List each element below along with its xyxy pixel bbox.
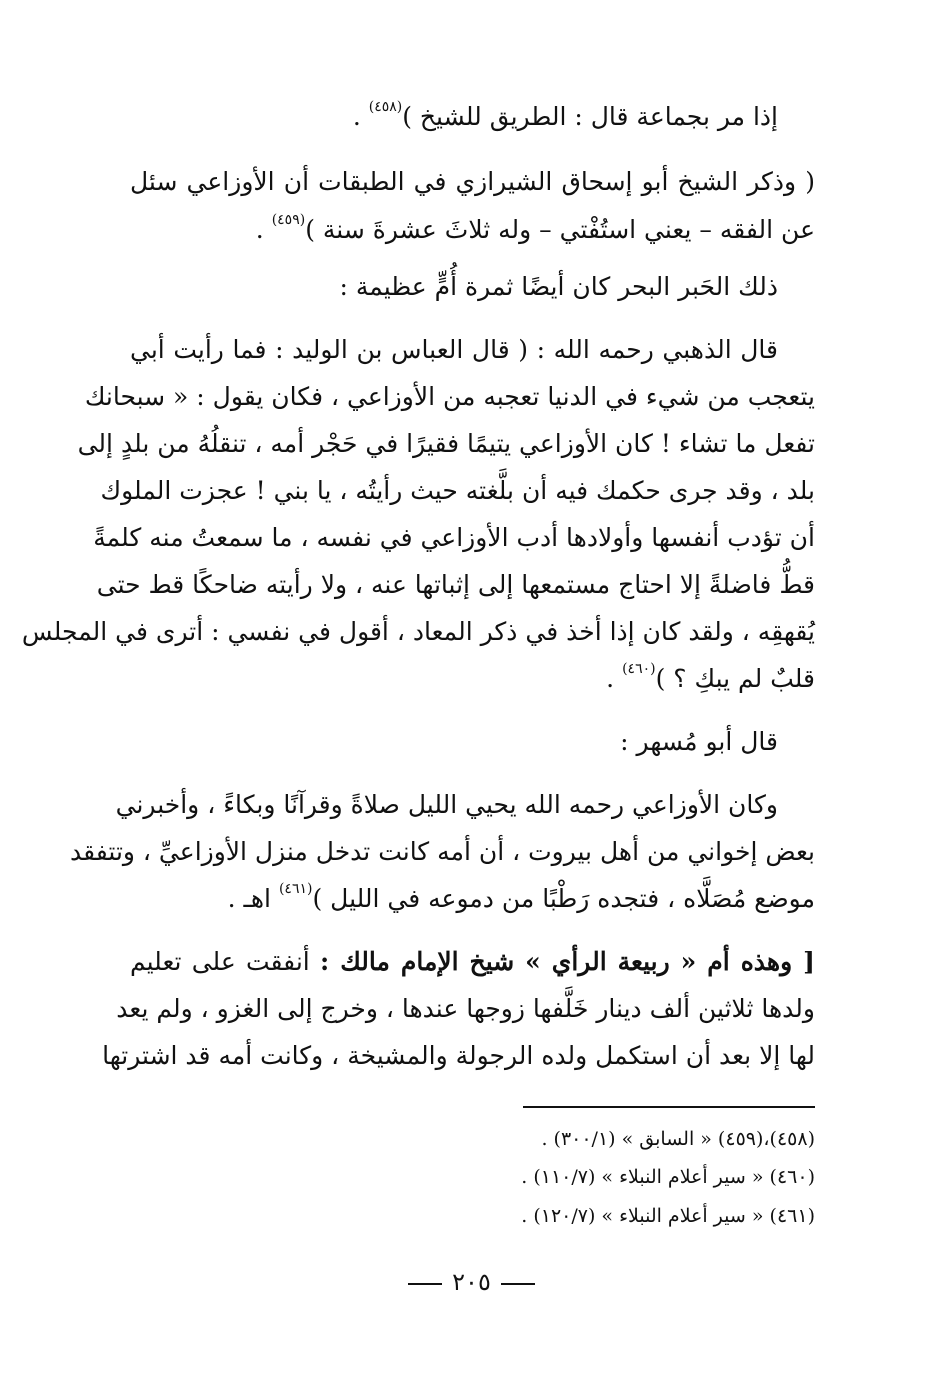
text-line [130, 654, 815, 704]
dash-left [501, 1283, 535, 1285]
text-line: قطُّ فاضلةً إلا احتاج مستمعها إلى إثباتها عنه ، ولا رأيته ضاحكًا قط حتى [96, 570, 815, 599]
text-run: اهـ . [227, 884, 279, 913]
footnote: (٤٦١) « سير أعلام النبلاء » (١٢٠/٧) . [521, 1205, 815, 1227]
text-run: . [606, 664, 623, 693]
text-line: يتعجب من شيء في الدنيا تعجبه من الأوزاعي ، فكان يقول : « سبحانك [84, 382, 815, 411]
text-run: أنفقت على تعليم [130, 947, 320, 976]
text-line: بعض إخواني من أهل بيروت ، أن أمه كانت تدخل منزل الأوزاعيِّ ، وتتفقد [69, 837, 815, 866]
text-line: بلد ، وقد جرى حكمك فيه أن بلَّغته حيث رأيتُه ، يا بني ! عجزت الملوك [100, 476, 815, 505]
footnote-ref: (٤٦١) [278, 881, 313, 897]
text-run: . [255, 215, 272, 244]
text-run: قلبٌ لم يبكِ ؟ ) [655, 664, 815, 693]
footnote-ref: (٤٥٩) [271, 212, 306, 228]
text-line: وكان الأوزاعي رحمه الله يحيي الليل صلاةً وقرآنًا وبكاءً ، وأخبرني [115, 790, 778, 819]
footnote-divider [523, 1106, 815, 1108]
footnote-ref: (٤٦٠) [622, 661, 656, 677]
text-line: أن تؤدب أنفسها وأولادها أدب الأوزاعي في نفسه ، ما سمعتُ منه كلمةً [93, 523, 815, 552]
text-line: ولدها ثلاثين ألف دينار خَلَّفها زوجها عندها ، وخرج إلى الغزو ، ولم يعد [116, 994, 815, 1023]
dash-right [408, 1283, 442, 1285]
text-line [130, 937, 815, 987]
text-run: عن الفقه – يعني استُفْتي – وله ثلاثَ عشرةَ سنة ) [305, 215, 815, 244]
text-line: قال الذهبي رحمه الله : ( قال العباس بن الوليد : فما رأيت أبي [130, 335, 778, 364]
bold-heading-run: [ وهذه أم « ربيعة الرأي » شيخ الإمام مالك : [319, 947, 816, 976]
text-run: إذا مر بجماعة قال : الطريق للشيخ ) [402, 102, 778, 131]
text-run: موضع مُصَلَّاه ، فتجده رَطْبًا من دموعه في الليل ) [312, 884, 815, 913]
text-run: . [352, 102, 369, 131]
text-line: قال أبو مُسهر : [620, 727, 778, 756]
footnote-ref: (٤٥٨) [368, 99, 403, 115]
text-line: تفعل ما تشاء ! كان الأوزاعي يتيمًا فقيرًا في حَجْر أمه ، تنقلُهُ من بلدٍ إلى [77, 429, 815, 458]
footnote: (٤٦٠) « سير أعلام النبلاء » (١١٠/٧) . [521, 1166, 815, 1188]
page-number-block [0, 1262, 943, 1302]
footnote: (٤٥٨)،(٤٥٩) « السابق » (٣٠٠/١) . [541, 1128, 815, 1150]
text-line [130, 92, 778, 142]
text-line: لها إلا بعد أن استكمل ولده الرجولة والمشيخة ، وكانت أمه قد اشترتها [102, 1041, 815, 1070]
text-line [130, 205, 815, 255]
text-line: ذلك الحَبر البحر كان أيضًا ثمرة أُمٍّ عظيمة : [339, 272, 778, 301]
text-line [130, 874, 815, 924]
text-line: ( وذكر الشيخ أبو إسحاق الشيرازي في الطبقات أن الأوزاعي سئل [130, 167, 815, 196]
page-number: ٢٠٥ [452, 1268, 491, 1296]
text-line: يُقهقِه ، ولقد كان إذا أخذ في ذكر المعاد ، أقول في نفسي : أترى في المجلس [21, 617, 815, 646]
